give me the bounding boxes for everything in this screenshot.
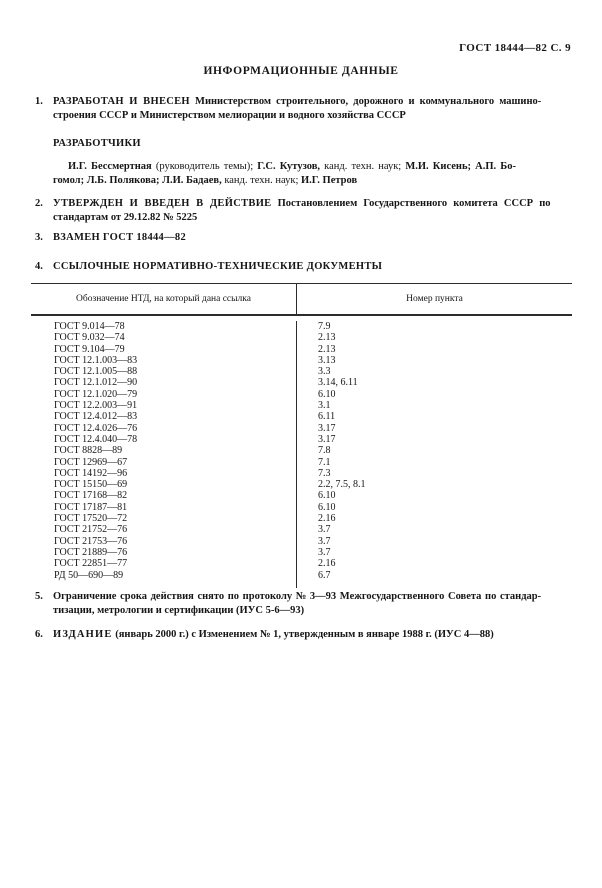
ntd-cell: ГОСТ 9.014—78 [31,321,297,332]
table-row [31,490,572,501]
clause-cell: 3.7 [318,524,331,536]
clause-cell: 7.8 [318,445,331,457]
item-3-number: 3. [35,232,43,243]
ntd-cell: ГОСТ 17187—81 [31,502,297,513]
table-row [31,558,572,569]
table-row [31,479,572,490]
item-6 [35,628,575,642]
clause-cell: 3.17 [318,422,336,434]
table-row [31,445,572,456]
developers-paragraph: И.Г. Бессмертная (руководитель темы); Г.С. Кутузов, канд. техн. наук; М.И. Кисень; А.П. Бо- гомол; Л.Б. Полякова; Л.И. Бадаев, канд. техн. наук; И.Г. Петров [53,161,516,186]
clause-cell: 2.13 [318,332,336,344]
clause-cell: 6.10 [318,490,336,502]
table-header-row [31,283,572,316]
doc-reference: ГОСТ 18444—82 С. 9 [459,42,571,54]
ntd-cell: ГОСТ 21889—76 [31,547,297,558]
col-header-clause: Номер пункта [406,294,463,304]
clause-cell: 6.10 [318,501,336,513]
clause-cell: 2.16 [318,513,336,525]
clause-cell: 2.2, 7.5, 8.1 [318,479,366,491]
item-1 [35,95,575,122]
ntd-cell: ГОСТ 12.4.040—78 [31,434,297,445]
item-4-text: ССЫЛОЧНЫЕ НОРМАТИВНО-ТЕХНИЧЕСКИЕ ДОКУМЕНТЫ [53,261,383,272]
table-row [31,536,572,547]
clause-cell: 3.17 [318,433,336,445]
ntd-cell: ГОСТ 12.2.003—91 [31,400,297,411]
table-divider-extension [31,581,297,588]
clause-cell: 2.16 [318,558,336,570]
ntd-cell: ГОСТ 17520—72 [31,513,297,524]
table-row [31,411,572,422]
table-row [31,513,572,524]
clause-cell: 3.7 [318,535,331,547]
ntd-cell: ГОСТ 12.4.026—76 [31,423,297,434]
item-5-text: Ограничение срока действия снято по протоколу № 3—93 Межгосударственного Совета по стандар- тизации, метрологии и сертификации (ИУС 5-6—93) [53,591,542,616]
clause-cell: 2.13 [318,343,336,355]
ntd-cell: ГОСТ 22851—77 [31,558,297,569]
clause-cell: 7.9 [318,321,331,332]
table-row [31,321,572,332]
page-title: ИНФОРМАЦИОННЫЕ ДАННЫЕ [203,65,399,77]
item-6-number: 6. [35,629,43,640]
table-row [31,355,572,366]
col-header-ntd: Обозначение НТД, на который дана ссылка [31,284,297,314]
table-row [31,377,572,388]
table-row [31,434,572,445]
ntd-cell: ГОСТ 15150—69 [31,479,297,490]
ntd-cell: ГОСТ 12.1.003—83 [31,355,297,366]
clause-cell: 3.1 [318,400,331,412]
table-body [31,316,572,581]
item-2 [35,197,575,224]
table-row [31,468,572,479]
ntd-cell: ГОСТ 12.1.005—88 [31,366,297,377]
table-row [31,389,572,400]
developers-heading: РАЗРАБОТЧИКИ [53,138,141,149]
table-row [31,457,572,468]
clause-cell: 3.13 [318,354,336,366]
ntd-cell: ГОСТ 21753—76 [31,536,297,547]
item-3-text: ВЗАМЕН ГОСТ 18444—82 [53,232,187,243]
clause-cell: 6.10 [318,388,336,400]
ntd-cell: ГОСТ 12.1.020—79 [31,389,297,400]
table-row [31,547,572,558]
ntd-cell: ГОСТ 9.104—79 [31,344,297,355]
item-5-number: 5. [35,591,43,602]
ntd-cell: ГОСТ 12.1.012—90 [31,377,297,388]
table-row [31,423,572,434]
table-row [31,502,572,513]
ntd-cell: ГОСТ 8828—89 [31,445,297,456]
item-4-number: 4. [35,261,43,272]
table-row [31,400,572,411]
item-1-text: РАЗРАБОТАН И ВНЕСЕН Министерством строительного, дорожного и коммунального машино- строения СССР и Министерством мелиорации и водного хозяйства СССР [53,96,542,121]
clause-cell: 3.7 [318,546,331,558]
ntd-cell: ГОСТ 12969—67 [31,457,297,468]
item-2-number: 2. [35,198,43,209]
item-6-text: ИЗДАНИЕ (январь 2000 г.) с Изменением № 1, утвержденным в январе 1988 г. (ИУС 4—88) [53,629,494,640]
clause-cell: 3.14, 6.11 [318,377,358,389]
ntd-cell: ГОСТ 14192—96 [31,468,297,479]
item-4 [35,260,575,274]
ntd-cell: ГОСТ 21752—76 [31,524,297,535]
ntd-cell: ГОСТ 9.032—74 [31,332,297,343]
item-5 [35,590,575,617]
item-2-text: УТВЕРЖДЕН И ВВЕДЕН В ДЕЙСТВИЕ Постановлением Государственного комитета СССР по стандартам от 29.12.82 № 5225 [53,198,551,223]
item-1-number: 1. [35,96,43,107]
table-row [31,344,572,355]
clause-cell: 6.7 [318,569,331,581]
ntd-cell: ГОСТ 12.4.012—83 [31,411,297,422]
table-row [31,366,572,377]
clause-cell: 6.11 [318,411,336,423]
table-row [31,332,572,343]
item-3 [35,231,575,245]
table-row [31,570,572,581]
clause-cell: 3.3 [318,366,331,378]
table-row [31,524,572,535]
clause-cell: 7.3 [318,467,331,479]
references-table [31,283,572,588]
ntd-cell: ГОСТ 17168—82 [31,490,297,501]
ntd-cell: РД 50—690—89 [31,570,297,581]
clause-cell: 7.1 [318,456,331,468]
